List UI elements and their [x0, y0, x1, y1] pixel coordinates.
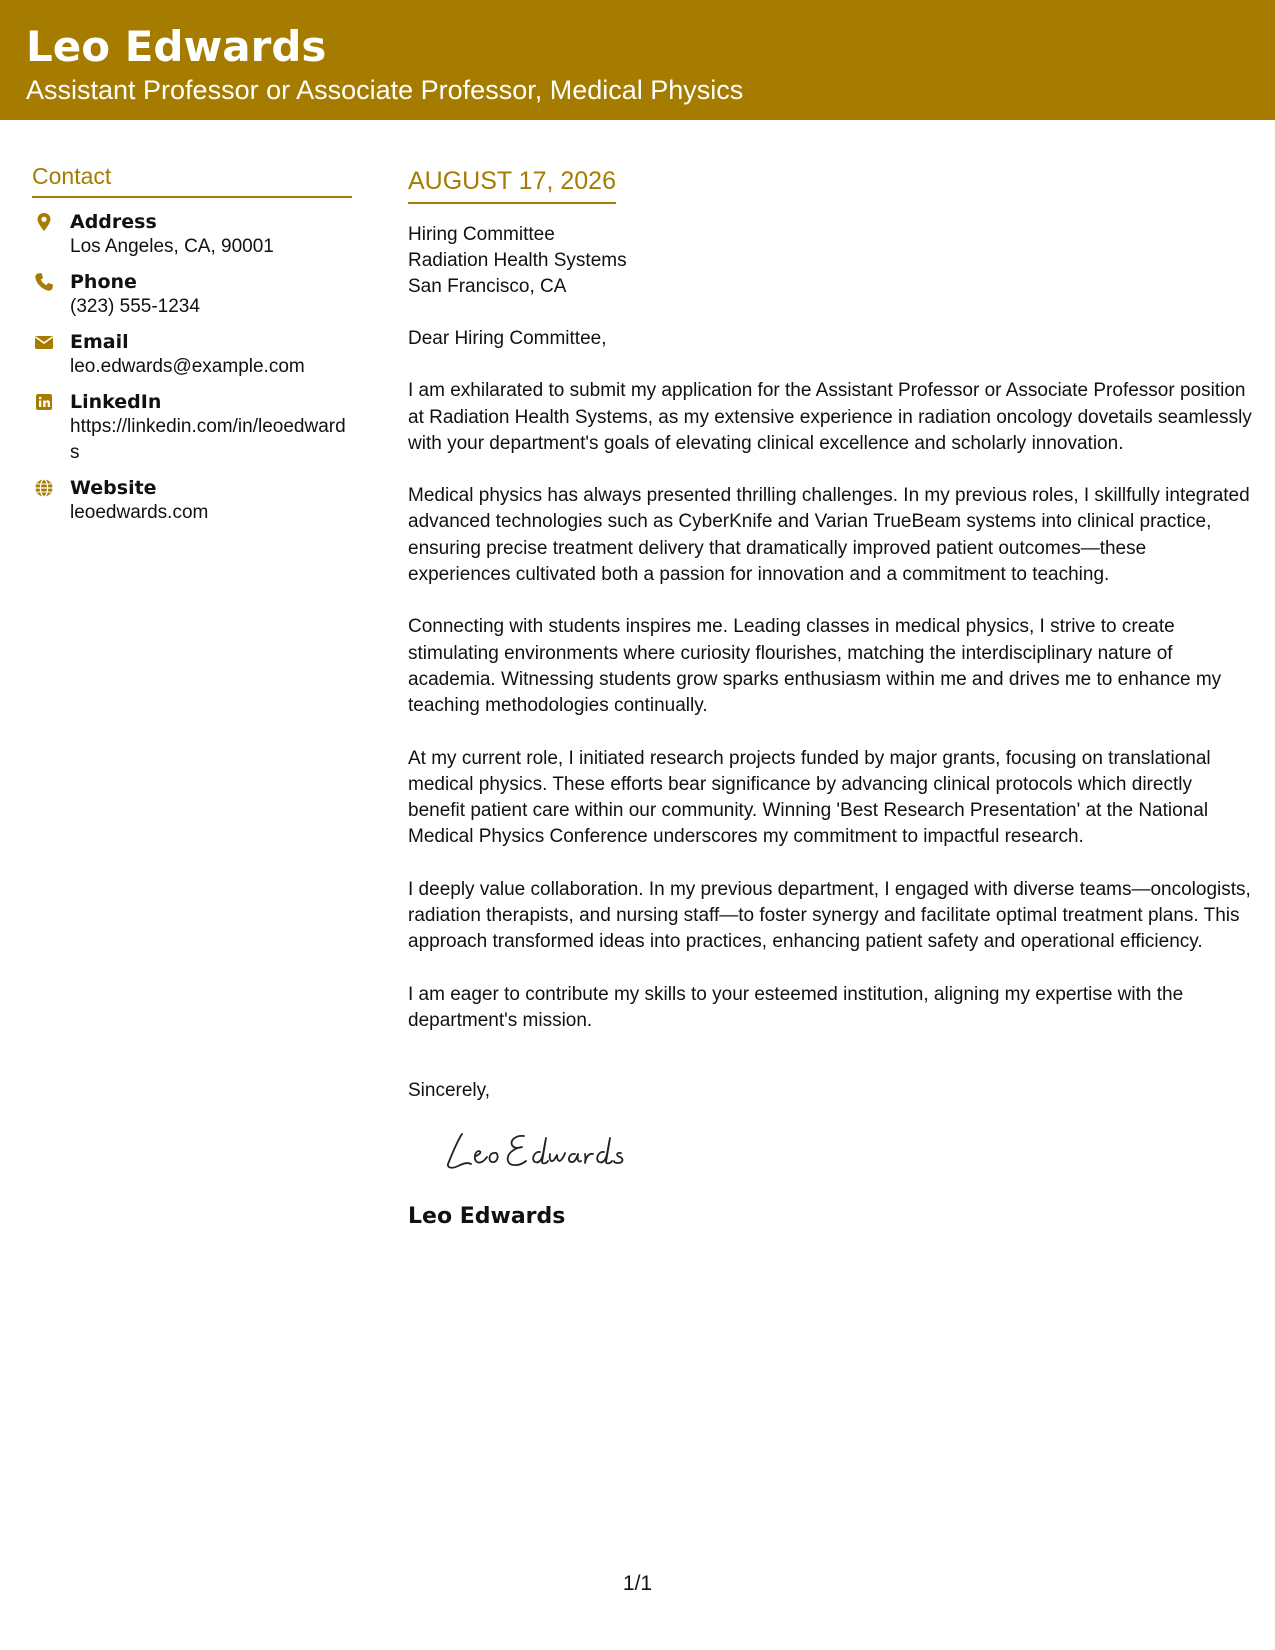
signer-name: Leo Edwards	[408, 1204, 566, 1230]
applicant-name: Leo Edwards	[26, 22, 327, 71]
contact-sidebar	[32, 160, 352, 536]
envelope-icon	[34, 332, 54, 352]
letter-date: AUGUST 17, 2026	[408, 164, 616, 204]
contact-label: Website	[70, 477, 157, 499]
letter-body	[408, 164, 1253, 1232]
contact-heading: Contact	[32, 160, 352, 198]
letter-paragraph: Medical physics has always presented thrilling challenges. In my previous roles, I skillfully integrated advanced technologies such as CyberKnife and Varian TrueBeam systems into clinical practice, ensuring precise treatment delivery that dramatically improved patient outcomes—these experiences cultivated both a passion for innovation and a commitment to teaching.	[408, 485, 1250, 586]
contact-address	[32, 210, 352, 260]
letter-paragraph: I deeply value collaboration. In my previous department, I engaged with diverse teams—oncologists, radiation therapists, and nursing staff—to foster synergy and facilitate optimal treatment plans. This approach transformed ideas into practices, enhancing patient safety and operational efficiency.	[408, 878, 1251, 953]
contact-value[interactable]: leoedwards.com	[70, 502, 209, 523]
letter-paragraph: I am exhilarated to submit my application for the Assistant Professor or Associate Professor position at Radiation Health Systems, as my extensive experience in radiation oncology dovetails seamlessly with your department's goals of elevating clinical excellence and scholarly innovation.	[408, 380, 1252, 454]
job-title: Assistant Professor or Associate Professor, Medical Physics	[26, 75, 744, 105]
contact-value: (323) 555-1234	[70, 296, 200, 317]
linkedin-icon	[34, 392, 54, 412]
contact-label: Address	[70, 211, 157, 233]
recipient-line: Hiring Committee	[408, 224, 555, 245]
contact-website	[32, 476, 352, 526]
letter-paragraph: Connecting with students inspires me. Leading classes in medical physics, I strive to create stimulating environments where curiosity flourishes, matching the interdisciplinary nature of academia. Witnessing students grow sparks enthusiasm within me and drives me to enhance my teaching methodologies continually.	[408, 616, 1222, 717]
map-pin-icon	[34, 212, 54, 232]
phone-icon	[34, 272, 54, 292]
handwritten-signature	[438, 1126, 638, 1178]
recipient-line: San Francisco, CA	[408, 276, 567, 297]
letter-paragraph: I am eager to contribute my skills to your esteemed institution, aligning my expertise with the department's mission.	[408, 983, 1184, 1031]
contact-value[interactable]: https://linkedin.com/in/leoedwards	[70, 416, 346, 463]
salutation: Dear Hiring Committee,	[408, 328, 607, 349]
closing-phrase: Sincerely,	[408, 1080, 491, 1102]
contact-email	[32, 330, 352, 380]
contact-label: Phone	[70, 271, 137, 293]
contact-label: LinkedIn	[70, 391, 162, 413]
recipient-block	[408, 222, 1253, 300]
page-number: 1/1	[622, 1572, 653, 1595]
letter-paragraph: At my current role, I initiated research projects funded by major grants, focusing on translational medical physics. These efforts bear significance by advancing clinical protocols which directly benefit patient care within our community. Winning 'Best Research Presentation' at the National Medical Physics Conference underscores my commitment to impactful research.	[408, 747, 1211, 848]
header-banner	[0, 0, 1275, 120]
contact-label: Email	[70, 331, 129, 353]
recipient-line: Radiation Health Systems	[408, 250, 627, 271]
contact-value: Los Angeles, CA, 90001	[70, 236, 274, 257]
globe-icon	[34, 478, 54, 498]
contact-phone	[32, 270, 352, 320]
contact-linkedin	[32, 390, 352, 466]
contact-value: leo.edwards@example.com	[70, 356, 305, 377]
